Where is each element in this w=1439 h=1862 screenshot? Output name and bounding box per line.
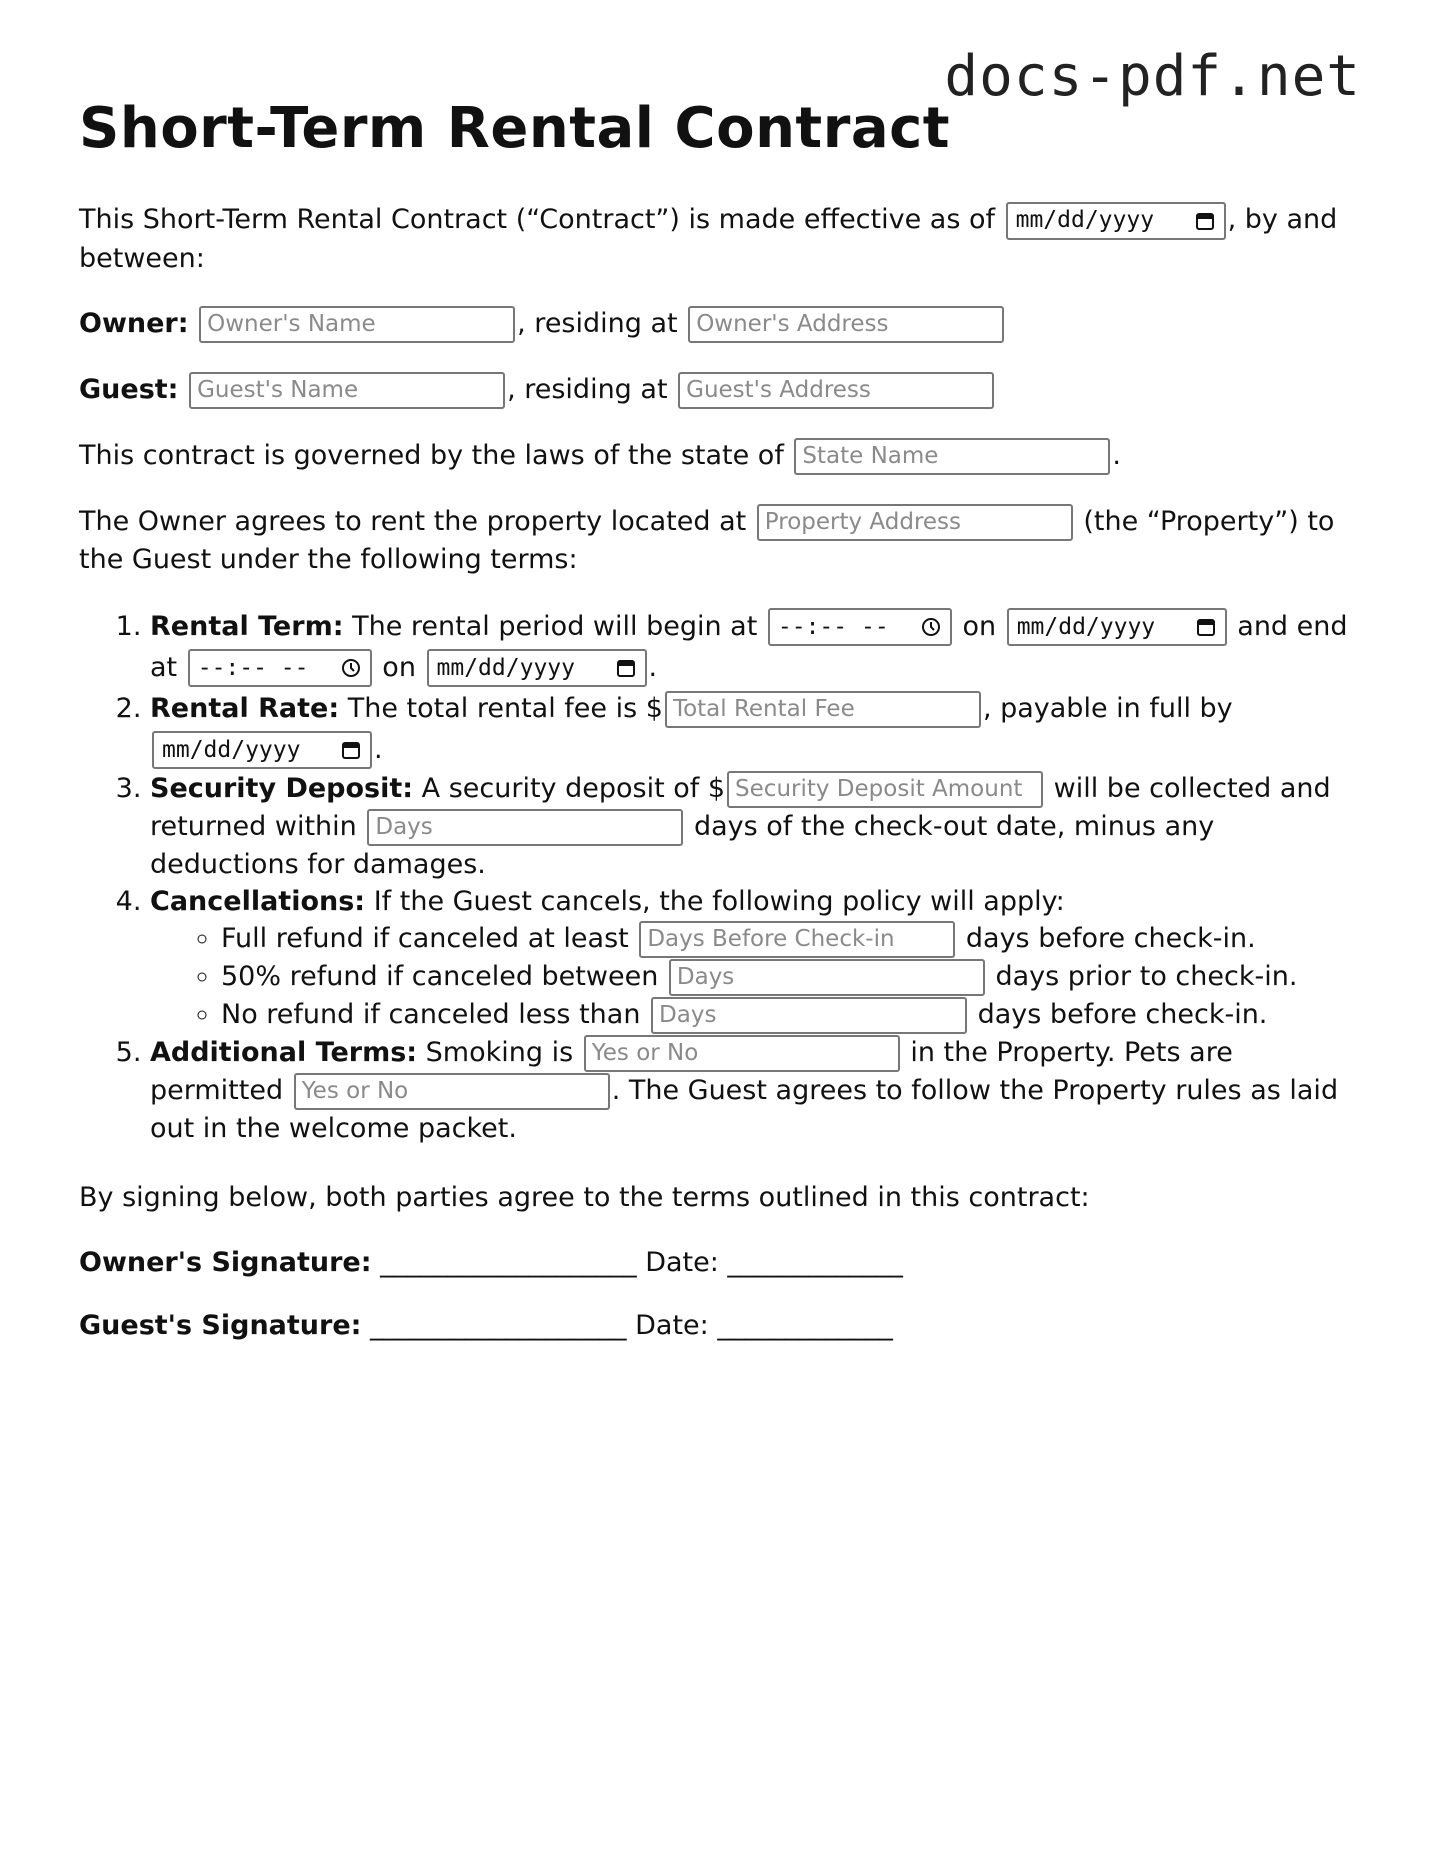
page-title: Short-Term Rental Contract	[79, 96, 951, 161]
guest-label: Guest:	[79, 373, 179, 405]
cancellations-text: If the Guest cancels, the following policy will apply:	[365, 885, 1065, 917]
intro-after-text: , by and between:	[79, 204, 1338, 274]
list-item	[221, 958, 1369, 996]
term-rental-rate	[150, 688, 1369, 770]
intro-text: This Short-Term Rental Contract (“Contract”) is made effective as of	[79, 204, 1004, 235]
property-paragraph	[79, 503, 1369, 578]
owner-line	[79, 305, 1369, 343]
partial-refund-after-text: days prior to check-in.	[986, 960, 1298, 992]
owner-address-input[interactable]	[688, 306, 1004, 343]
guest-line	[79, 371, 1369, 409]
security-deposit-label: Security Deposit:	[150, 772, 414, 804]
guest-signature-label: Guest's Signature:	[79, 1309, 362, 1341]
pets-text: in the Property. Pets are permitted	[150, 1036, 1233, 1106]
pets-permitted-input[interactable]	[294, 1073, 610, 1110]
payment-due-date-value: mm/dd/yyyy	[162, 736, 301, 763]
partial-refund-days-input[interactable]	[669, 959, 985, 996]
cancellation-policy-list	[150, 920, 1369, 1034]
clock-icon	[340, 657, 362, 679]
rental-term-end-punct: .	[648, 651, 658, 683]
rental-rate-text: The total rental fee is $	[339, 692, 663, 724]
owner-date-line: _____________	[727, 1246, 903, 1278]
calendar-icon	[1194, 210, 1216, 232]
partial-refund-text: 50% refund if canceled between	[221, 960, 667, 992]
owner-signature-row	[79, 1244, 1369, 1281]
clock-icon	[920, 616, 942, 638]
end-time-picker[interactable]	[188, 649, 372, 687]
effective-date-value: mm/dd/yyyy	[1015, 207, 1155, 233]
guest-address-input[interactable]	[678, 372, 994, 409]
security-deposit-text: A security deposit of $	[413, 772, 726, 804]
term-rental-term	[150, 606, 1369, 688]
total-rental-fee-input[interactable]	[665, 691, 981, 728]
owner-name-input[interactable]	[199, 306, 515, 343]
rental-term-on-text: on	[953, 610, 1005, 642]
property-after-text: (the “Property”) to the Guest under the following terms:	[79, 505, 1335, 575]
owner-signature-label: Owner's Signature:	[79, 1246, 372, 1278]
calendar-icon	[340, 739, 362, 761]
rules-text: . The Guest agrees to follow the Property rules as laid out in the welcome packet.	[150, 1074, 1339, 1144]
full-refund-days-input[interactable]	[639, 921, 955, 958]
property-address-input[interactable]	[757, 504, 1073, 541]
governing-text: This contract is governed by the laws of the state of	[79, 439, 793, 471]
guest-residing-text: , residing at	[507, 373, 677, 405]
terms-list	[79, 606, 1369, 1147]
governing-after-text: .	[1112, 439, 1121, 471]
term-additional-terms	[150, 1034, 1369, 1147]
rental-term-end-text: and end at	[150, 610, 1348, 683]
list-item	[221, 920, 1369, 958]
no-refund-after-text: days before check-in.	[969, 998, 1268, 1030]
owner-residing-text: , residing at	[517, 307, 687, 339]
term-security-deposit	[150, 770, 1369, 883]
owner-label: Owner:	[79, 307, 189, 339]
start-date-picker[interactable]	[1007, 608, 1227, 646]
guest-date-label: Date:	[635, 1309, 718, 1341]
owner-date-label: Date:	[645, 1246, 728, 1278]
guest-name-input[interactable]	[189, 372, 505, 409]
security-deposit-amount-input[interactable]	[727, 771, 1043, 808]
rental-term-on2-text: on	[373, 651, 425, 683]
owner-signature-line: ___________________	[371, 1246, 646, 1278]
start-date-value: mm/dd/yyyy	[1016, 613, 1156, 640]
smoking-text: Smoking is	[417, 1036, 582, 1068]
state-name-input[interactable]	[794, 438, 1110, 475]
no-refund-days-input[interactable]	[651, 997, 967, 1034]
rental-rate-label: Rental Rate:	[150, 692, 340, 724]
cancellations-label: Cancellations:	[150, 885, 366, 917]
security-deposit-returned-text: will be collected and returned within	[150, 772, 1331, 842]
term-cancellations	[150, 883, 1369, 1034]
full-refund-text: Full refund if canceled at least	[221, 922, 638, 954]
security-deposit-deductions-text: days of the check-out date, minus any deductions for damages.	[150, 810, 1215, 880]
agreement-statement: By signing below, both parties agree to the terms outlined in this contract:	[79, 1181, 1090, 1213]
guest-signature-row	[79, 1307, 1369, 1344]
rental-rate-payable-text: , payable in full by	[982, 692, 1233, 724]
calendar-icon	[615, 657, 637, 679]
list-item	[221, 996, 1369, 1034]
watermark: docs-pdf.net	[944, 44, 1361, 109]
property-text: The Owner agrees to rent the property located at	[79, 505, 755, 537]
start-time-picker[interactable]	[768, 608, 952, 646]
effective-date-picker[interactable]	[1006, 202, 1226, 240]
contract-document	[79, 96, 1369, 1370]
smoking-permitted-input[interactable]	[584, 1035, 900, 1072]
rental-term-label: Rental Term:	[150, 610, 344, 642]
guest-signature-line: ___________________	[361, 1309, 636, 1341]
additional-terms-label: Additional Terms:	[150, 1036, 418, 1068]
no-refund-text: No refund if canceled less than	[221, 998, 650, 1030]
end-date-picker[interactable]	[427, 649, 647, 687]
rental-rate-end-punct: .	[374, 733, 383, 765]
rental-term-text: The rental period will begin at	[343, 610, 766, 642]
full-refund-after-text: days before check-in.	[957, 922, 1256, 954]
deposit-return-days-input[interactable]	[367, 809, 683, 846]
payment-due-date-picker[interactable]	[152, 731, 372, 769]
end-time-value: --:-- --	[197, 654, 309, 681]
intro-paragraph	[79, 201, 1369, 277]
end-date-value: mm/dd/yyyy	[436, 654, 575, 681]
guest-date-line: _____________	[717, 1309, 893, 1341]
start-time-value: --:-- --	[777, 613, 889, 640]
governing-law-line	[79, 437, 1369, 475]
calendar-icon	[1195, 616, 1217, 638]
